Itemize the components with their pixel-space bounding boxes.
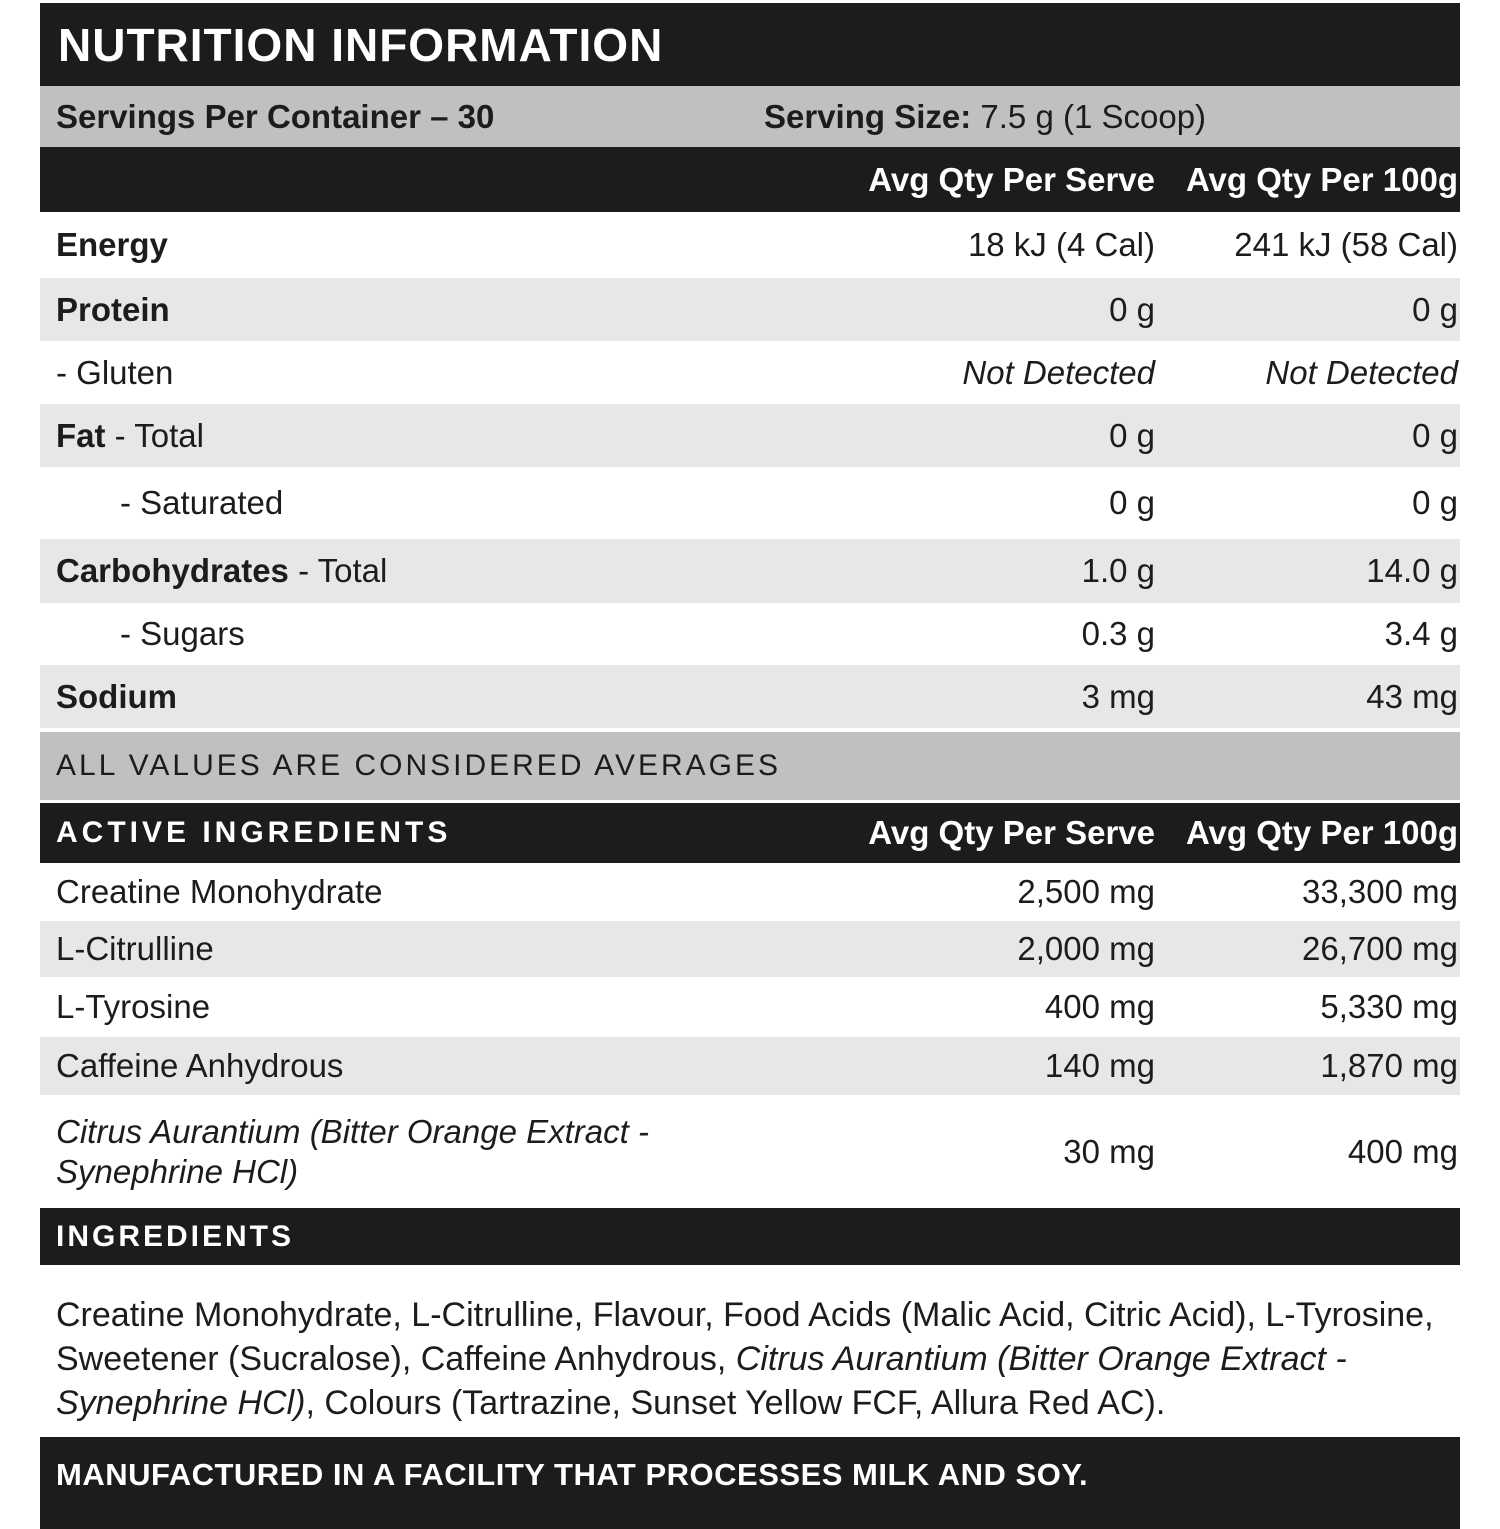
ingredients-paragraph: Creatine Monohydrate, L-Citrulline, Flavour, Food Acids (Malic Acid, Citric Acid), L-Tyrosine, Sweetener (Sucralose), Caffeine Anhydrous, Citrus Aurantium (Bitter Orange Extract - Synephrine HCl), Colours (Tartrazine, Sunset Yellow FCF, Allura Red AC).	[56, 1296, 1434, 1422]
serving-info-bar	[40, 86, 1460, 147]
value-per-serve: 400 mg	[1044, 988, 1155, 1025]
value-per-100g: 14.0 g	[1366, 552, 1458, 589]
ingredient-label: Caffeine Anhydrous	[56, 1047, 344, 1084]
value-per-100g: 0 g	[1412, 484, 1458, 521]
value-per-serve: 0.3 g	[1081, 615, 1155, 652]
ingredient-label: Citrus Aurantium (Bitter Orange Extract - Synephrine HCl)	[56, 1112, 649, 1190]
serving-size-value: 7.5 g (1 Scoop)	[971, 97, 1207, 135]
row-label: Carbohydrates	[56, 552, 289, 589]
row-label: Energy	[56, 226, 168, 263]
serving-size	[764, 98, 1206, 136]
row-label: Sodium	[56, 677, 177, 715]
column-header-serve: Avg Qty Per Serve	[868, 814, 1155, 851]
value-per-serve: 0 g	[1109, 416, 1155, 454]
table-row-sugars: - Sugars 0.3 g 3.4 g	[40, 603, 1460, 665]
table-row-energy	[40, 212, 1460, 278]
value-per-100g: 26,700 mg	[1302, 930, 1458, 967]
ingredient-label: L-Citrulline	[56, 930, 214, 967]
column-header-serve: Avg Qty Per Serve	[868, 160, 1155, 198]
value-per-serve: 140 mg	[1044, 1047, 1155, 1084]
table-row-sodium	[40, 665, 1460, 728]
allergen-statement: MANUFACTURED IN A FACILITY THAT PROCESSES MILK AND SOY.	[56, 1457, 1089, 1492]
serving-size-label: Serving Size:	[764, 97, 972, 135]
value-per-100g: 5,330 mg	[1320, 988, 1458, 1025]
row-label: Protein	[56, 290, 170, 328]
table-row-protein	[40, 278, 1460, 341]
value-per-serve: 0 g	[1109, 484, 1155, 521]
value-per-serve: 30 mg	[1063, 1132, 1155, 1170]
averages-note-bar	[40, 732, 1460, 800]
nutrition-label	[40, 3, 1460, 1529]
ingredient-label: Creatine Monohydrate	[56, 873, 383, 910]
ingredients-heading: INGREDIENTS	[56, 1219, 295, 1253]
value-per-100g: 241 kJ (58 Cal)	[1234, 226, 1458, 263]
value-per-serve: Not Detected	[962, 353, 1155, 391]
ingredient-label: L-Tyrosine	[56, 988, 211, 1025]
page-title: NUTRITION INFORMATION	[58, 18, 664, 71]
allergen-statement-bar	[40, 1437, 1460, 1529]
value-per-serve: 3 mg	[1081, 677, 1155, 715]
value-per-100g: 3.4 g	[1384, 615, 1458, 652]
value-per-serve: 18 kJ (4 Cal)	[967, 226, 1155, 263]
column-header-row	[40, 147, 1460, 212]
ingredients-header	[40, 1208, 1460, 1265]
table-row-creatine	[40, 863, 1460, 921]
table-row-carbohydrates: Carbohydrates - Total 1.0 g 14.0 g	[40, 539, 1460, 603]
value-per-100g: 0 g	[1412, 290, 1458, 328]
value-per-serve: 1.0 g	[1081, 552, 1155, 589]
averages-note: ALL VALUES ARE CONSIDERED AVERAGES	[56, 749, 781, 782]
value-per-serve: 0 g	[1109, 290, 1155, 328]
value-per-serve: 2,000 mg	[1017, 930, 1155, 967]
table-row-citrulline	[40, 921, 1460, 977]
value-per-100g: 0 g	[1412, 416, 1458, 454]
row-label: Fat	[56, 416, 106, 454]
value-per-100g: Not Detected	[1265, 353, 1458, 391]
active-ingredients-header	[40, 803, 1460, 863]
table-row-fat-total: Fat - Total 0 g 0 g	[40, 404, 1460, 467]
value-per-100g: 400 mg	[1347, 1132, 1458, 1170]
active-ingredients-heading: ACTIVE INGREDIENTS	[56, 816, 452, 849]
title-bar	[40, 3, 1460, 86]
column-header-100g: Avg Qty Per 100g	[1185, 160, 1458, 198]
column-header-100g: Avg Qty Per 100g	[1185, 814, 1458, 851]
value-per-100g: 33,300 mg	[1302, 873, 1458, 910]
table-row-caffeine	[40, 1037, 1460, 1095]
value-per-serve: 2,500 mg	[1017, 873, 1155, 910]
value-per-100g: 1,870 mg	[1320, 1047, 1458, 1084]
table-row-gluten: - Gluten Not Detected Not Detected	[40, 341, 1460, 404]
value-per-100g: 43 mg	[1366, 677, 1458, 715]
table-row-saturated: - Saturated 0 g 0 g	[40, 467, 1460, 539]
table-row-tyrosine	[40, 977, 1460, 1037]
servings-per-container: Servings Per Container – 30	[56, 97, 495, 135]
table-row-citrus-aurantium	[40, 1095, 1460, 1208]
